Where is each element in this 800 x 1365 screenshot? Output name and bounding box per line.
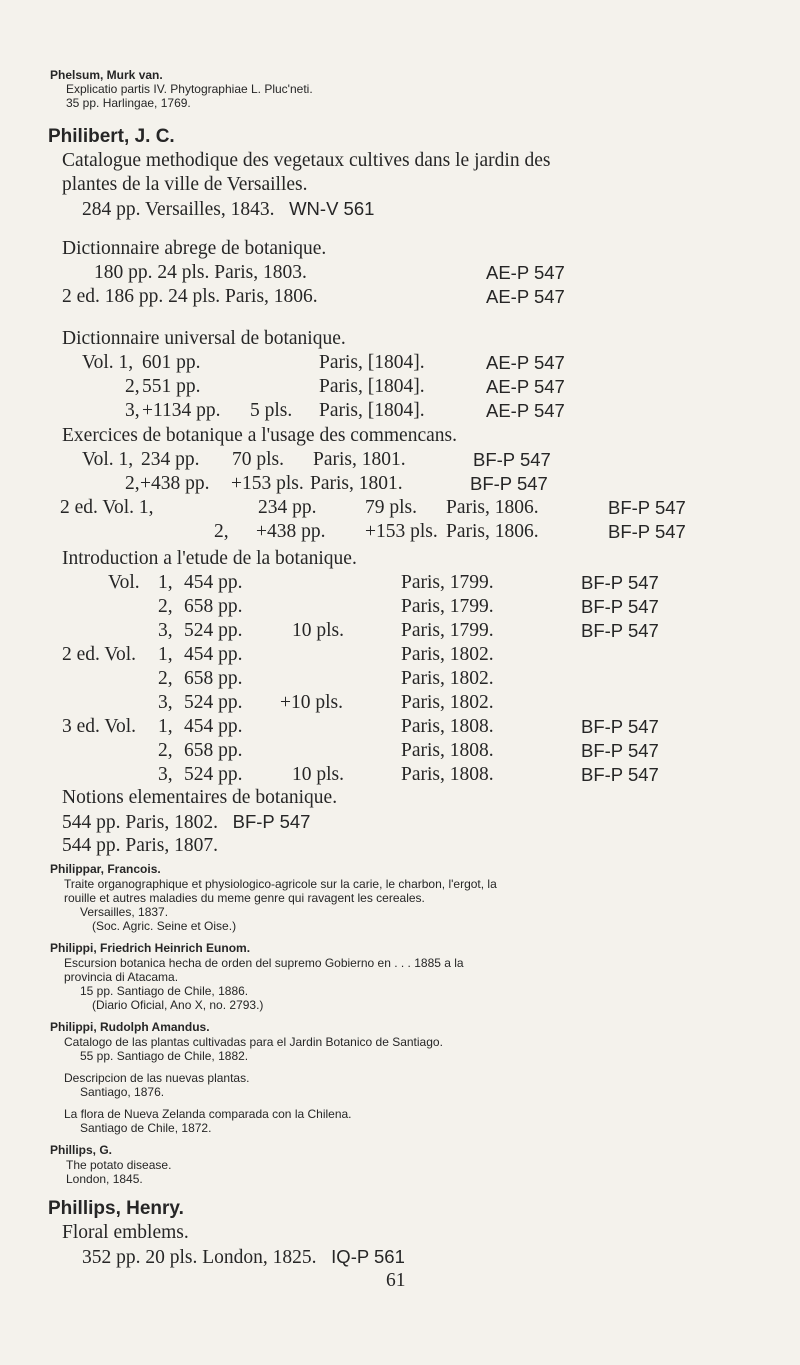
pages: 524 pp.	[184, 764, 243, 785]
call-number: AE-P 547	[486, 376, 565, 397]
title-floral-emblems: Floral emblems.	[62, 1222, 189, 1243]
entry-line: Santiago, 1876.	[80, 1085, 165, 1099]
title-notions: Notions elementaires de botanique.	[62, 787, 338, 808]
pages: 551 pp.	[142, 376, 201, 397]
author-phillips-henry: Phillips, Henry.	[48, 1198, 184, 1219]
author-phillips-g: Phillips, G.	[50, 1143, 113, 1157]
vol-number: 2,	[158, 668, 173, 689]
vol-label: 3 ed. Vol.	[62, 716, 137, 737]
vol-label: 2,	[125, 473, 140, 494]
title-dict-abrege: Dictionnaire abrege de botanique.	[62, 238, 327, 259]
imprint: Paris, [1804].	[319, 376, 425, 397]
call-number: BF-P 547	[581, 620, 659, 641]
pub-line: 544 pp. Paris, 1807.	[62, 835, 218, 856]
entry-line: London, 1845.	[66, 1172, 143, 1186]
vol-number: 1,	[158, 572, 173, 593]
vol-label: 2 ed. Vol.	[62, 644, 137, 665]
pages: 454 pp.	[184, 644, 243, 665]
call-number: BF-P 547	[581, 740, 659, 761]
imprint: Paris, 1802.	[401, 668, 494, 689]
plates: 79 pls.	[365, 497, 418, 518]
entry-line: rouille et autres maladies du meme genre qui ravagent les cereales.	[64, 891, 425, 905]
pages: 658 pp.	[184, 668, 243, 689]
vol-number: 2,	[158, 740, 173, 761]
entry-line: Catalogo de las plantas cultivadas para el Jardin Botanico de Santiago.	[64, 1035, 443, 1049]
author-philippi-rudolph: Philippi, Rudolph Amandus.	[50, 1020, 210, 1034]
imprint: Paris, [1804].	[319, 400, 425, 421]
pages: 524 pp.	[184, 692, 243, 713]
entry-line: Descripcion de las nuevas plantas.	[64, 1071, 250, 1085]
entry-line: Escursion botanica hecha de orden del supremo Gobierno en . . . 1885 a la	[64, 956, 464, 970]
vol-label: Vol. 1,	[82, 352, 134, 373]
author-philippar: Philippar, Francois.	[50, 862, 161, 876]
pages: 234 pp.	[141, 449, 200, 470]
call-number: BF-P 547	[581, 596, 659, 617]
pages: +1134 pp.	[142, 400, 221, 421]
vol-number: 1,	[158, 644, 173, 665]
imprint: Paris, 1808.	[401, 740, 494, 761]
vol-label: 2,	[125, 376, 140, 397]
vol-label: 2,	[214, 521, 229, 542]
entry-line: The potato disease.	[66, 1158, 172, 1172]
imprint: Paris, 1802.	[401, 692, 494, 713]
entry-line: Explicatio partis IV. Phytographiae L. Pluc'neti.	[66, 82, 313, 96]
call-number: BF-P 547	[473, 449, 551, 470]
call-number: BF-P 547	[608, 497, 686, 518]
imprint: Paris, 1801.	[310, 473, 403, 494]
imprint: Paris, 1806.	[446, 497, 539, 518]
entry-line: Versailles, 1837.	[80, 905, 169, 919]
plates: 10 pls.	[292, 620, 345, 641]
call-number: AE-P 547	[486, 352, 565, 373]
entry-line: La flora de Nueva Zelanda comparada con la Chilena.	[64, 1107, 352, 1121]
author-philibert: Philibert, J. C.	[48, 126, 175, 147]
title-dict-universel: Dictionnaire universal de botanique.	[62, 328, 346, 349]
call-number: BF-P 547	[608, 521, 686, 542]
author-phelsum: Phelsum, Murk van.	[50, 68, 163, 82]
plates: 10 pls.	[292, 764, 345, 785]
entry-line: Traite organographique et physiologico-agricole sur la carie, le charbon, l'ergot, la	[64, 877, 497, 891]
imprint: Paris, [1804].	[319, 352, 425, 373]
entry-line: Santiago de Chile, 1872.	[80, 1121, 212, 1135]
pages: +438 pp.	[256, 521, 326, 542]
pub-line: 352 pp. 20 pls. London, 1825. IQ-P 561	[82, 1246, 405, 1268]
entry-line: 55 pp. Santiago de Chile, 1882.	[80, 1049, 249, 1063]
call-number: AE-P 547	[486, 286, 565, 307]
plates: 5 pls.	[250, 400, 293, 421]
title-exercices: Exercices de botanique a l'usage des commencans.	[62, 425, 457, 446]
entry-line: provincia di Atacama.	[64, 970, 179, 984]
pages: 234 pp.	[258, 497, 317, 518]
pub-line: 284 pp. Versailles, 1843. WN-V 561	[82, 198, 375, 220]
call-number: BF-P 547	[581, 572, 659, 593]
title-introduction: Introduction a l'etude de la botanique.	[62, 548, 357, 569]
pages: +438 pp.	[140, 473, 210, 494]
call-number: BF-P 547	[470, 473, 548, 494]
vol-label: Vol. 1,	[82, 449, 134, 470]
plates: +10 pls.	[280, 692, 344, 713]
pages: 524 pp.	[184, 620, 243, 641]
imprint: Paris, 1802.	[401, 644, 494, 665]
page-number: 61	[386, 1270, 406, 1291]
call-number: BF-P 547	[581, 764, 659, 785]
vol-number: 1,	[158, 716, 173, 737]
vol-label: Vol.	[108, 572, 140, 593]
call-number: IQ-P 561	[331, 1246, 405, 1267]
pages: 454 pp.	[184, 716, 243, 737]
entry-line: (Diario Oficial, Ano X, no. 2793.)	[92, 998, 264, 1012]
call-number: AE-P 547	[486, 400, 565, 421]
plates: +153 pls.	[231, 473, 304, 494]
imprint: Paris, 1801.	[313, 449, 406, 470]
imprint: Paris, 1799.	[401, 596, 494, 617]
vol-number: 3,	[158, 692, 173, 713]
pub-line: 180 pp. 24 pls. Paris, 1803. AE-P 547	[94, 262, 565, 283]
vol-number: 3,	[158, 620, 173, 641]
imprint: Paris, 1808.	[401, 764, 494, 785]
vol-label: 2 ed. Vol. 1,	[60, 497, 154, 518]
title-catalogue: Catalogue methodique des vegetaux cultives dans le jardin des	[62, 150, 551, 171]
vol-number: 3,	[158, 764, 173, 785]
pages: 658 pp.	[184, 740, 243, 761]
pub-line: 2 ed. 186 pp. 24 pls. Paris, 1806. AE-P 547	[62, 286, 565, 307]
imprint: Paris, 1808.	[401, 716, 494, 737]
call-number: BF-P 547	[581, 716, 659, 737]
pages: 454 pp.	[184, 572, 243, 593]
pages: 658 pp.	[184, 596, 243, 617]
call-number: BF-P 547	[232, 811, 311, 832]
vol-number: 2,	[158, 596, 173, 617]
pub-line: 544 pp. Paris, 1802. BF-P 547	[62, 811, 311, 833]
vol-label: 3,	[125, 400, 140, 421]
entry-line: 35 pp. Harlingae, 1769.	[66, 96, 191, 110]
plates: +153 pls.	[365, 521, 438, 542]
entry-line: (Soc. Agric. Seine et Oise.)	[92, 919, 237, 933]
author-philippi-friedrich: Philippi, Friedrich Heinrich Eunom.	[50, 941, 251, 955]
plates: 70 pls.	[232, 449, 285, 470]
imprint: Paris, 1799.	[401, 620, 494, 641]
entry-line: 15 pp. Santiago de Chile, 1886.	[80, 984, 249, 998]
imprint: Paris, 1806.	[446, 521, 539, 542]
pages: 601 pp.	[142, 352, 201, 373]
call-number: AE-P 547	[486, 262, 565, 283]
call-number: WN-V 561	[289, 198, 375, 219]
title-catalogue-cont: plantes de la ville de Versailles.	[62, 174, 308, 195]
imprint: Paris, 1799.	[401, 572, 494, 593]
